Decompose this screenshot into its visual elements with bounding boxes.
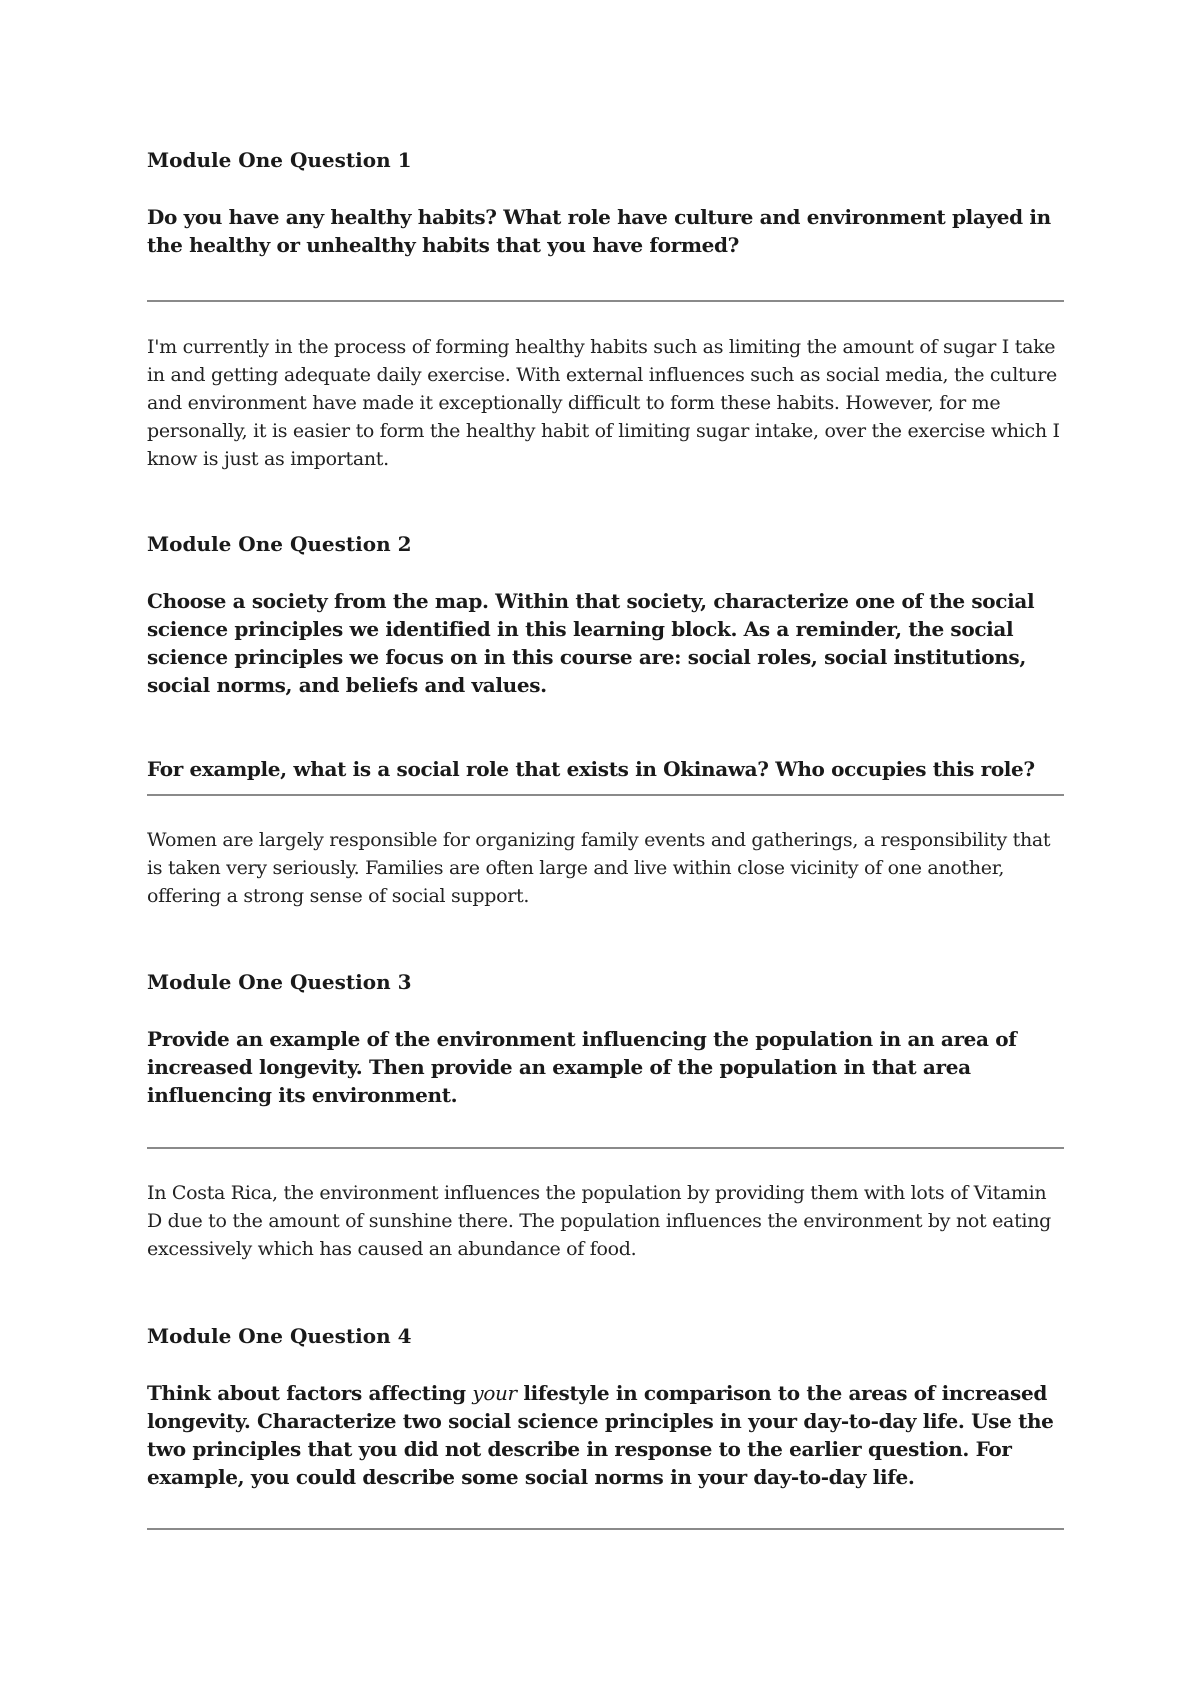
question-4-prompt-emphasis: your — [472, 1381, 517, 1405]
answer-divider-4 — [147, 1528, 1064, 1530]
question-2-answer: Women are largely responsible for organizing family events and gatherings, a responsibility that is taken very seriously. Families are often large and live within close vicinity of one another, offering a strong sense of social support. — [147, 829, 1051, 907]
question-3-prompt: Provide an example of the environment influencing the population in an area of increased longevity. Then provide an example of the population in that area influencing its environment. — [147, 1027, 1017, 1107]
answer-divider-1 — [147, 300, 1064, 302]
answer-divider-2 — [147, 794, 1064, 796]
question-1-title: Module One Question 1 — [147, 148, 412, 172]
question-2-prompt: Choose a society from the map. Within that society, characterize one of the social science principles we identified in this learning block. As a reminder, the social science principles we focus on in this course are: social roles, social institutions, social norms, and beliefs and values. — [147, 589, 1035, 697]
question-2-title: Module One Question 2 — [147, 532, 412, 556]
question-3-answer: In Costa Rica, the environment influences the population by providing them with lots of Vitamin D due to the amount of sunshine there. The population influences the environment by not eating excessively which has caused an abundance of food. — [147, 1182, 1051, 1260]
question-2-prompt-example: For example, what is a social role that exists in Okinawa? Who occupies this role? — [147, 757, 1035, 781]
question-4-title: Module One Question 4 — [147, 1324, 412, 1348]
question-4-prompt-start: Think about factors affecting — [147, 1381, 473, 1405]
question-3-title: Module One Question 3 — [147, 970, 412, 994]
question-4-prompt — [147, 1379, 1064, 1491]
question-1-answer: I'm currently in the process of forming healthy habits such as limiting the amount of sugar I take in and getting adequate daily exercise. With external influences such as social media, the culture and environment have made it exceptionally difficult to form these habits. However, for me personally, it is easier to form the healthy habit of limiting sugar intake, over the exercise which I know is just as important. — [147, 336, 1060, 470]
question-4-prompt-end: lifestyle in comparison to the areas of increased longevity. Characterize two social science principles in your day-to-day life. Use the two principles that you did not describe in response to the earlier question. For example, you could describe some social norms in your day-to-day life. — [147, 1381, 1054, 1489]
answer-divider-3 — [147, 1147, 1064, 1149]
question-1-prompt: Do you have any healthy habits? What role have culture and environment played in the healthy or unhealthy habits that you have formed? — [147, 205, 1051, 257]
